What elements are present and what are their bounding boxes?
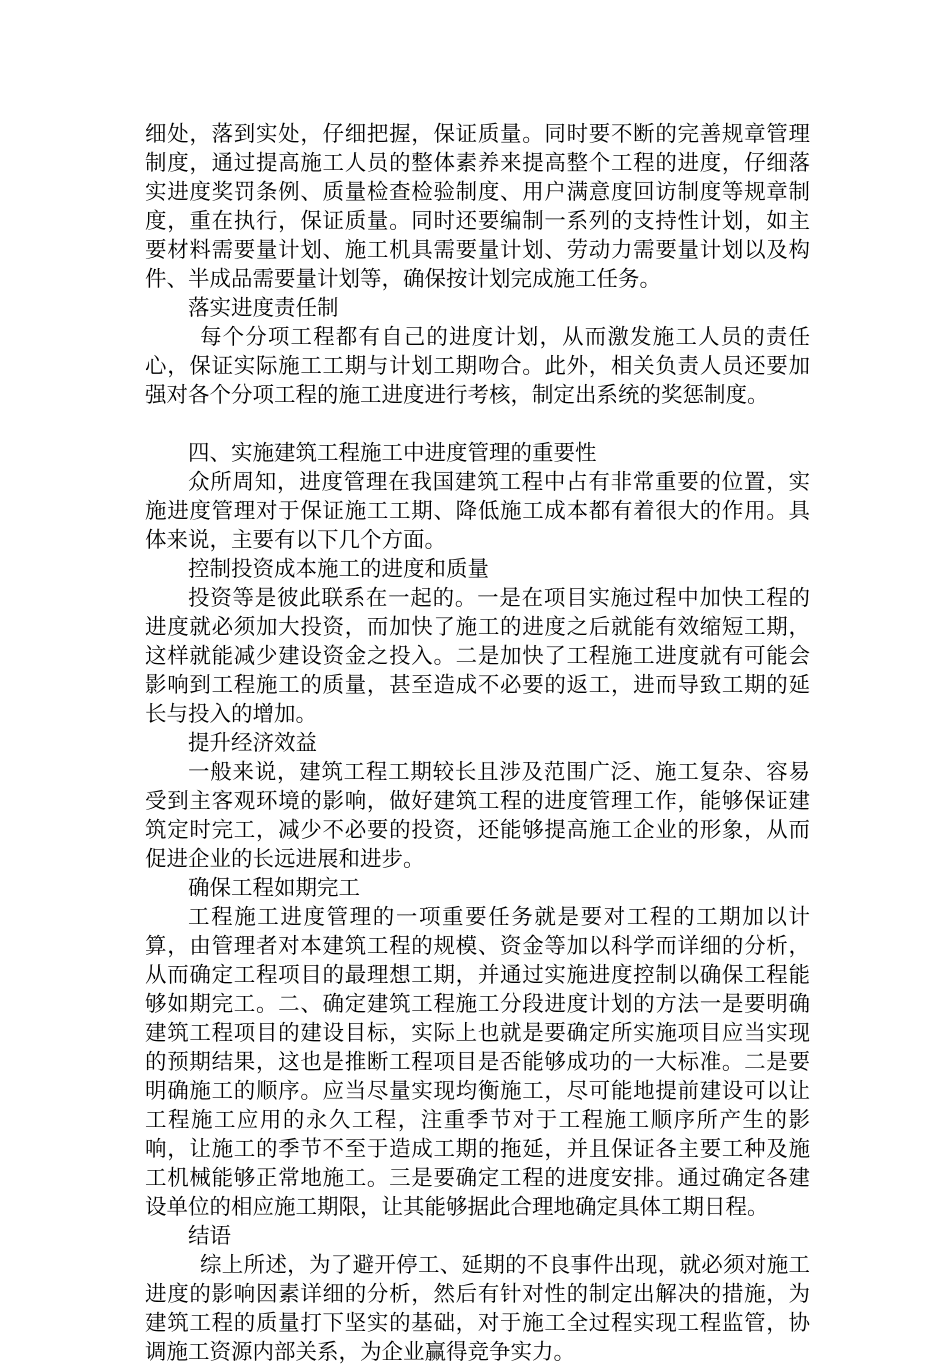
paragraph-responsibility: 每个分项工程都有自己的进度计划，从而激发施工人员的责任心，保证实际施工工期与计划工期吻合。此外，相关负责人员还要加强对各个分项工程的施工进度进行考核，制定出系统的奖惩制度。 — [145, 325, 810, 408]
section-heading-importance: 四、实施建筑工程施工中进度管理的重要性 — [188, 441, 597, 466]
paragraph-economic-benefit: 一般来说，建筑工程工期较长且涉及范围广泛、施工复杂、容易受到主客观环境的影响，做好建筑工程的进度管理工作，能够保证建筑定时完工，减少不必要的投资，还能够提高施工企业的形象，从而促进企业的长远进展和进步。 — [145, 760, 810, 872]
subheading-economic-benefit: 提升经济效益 — [188, 731, 318, 756]
subheading-investment-control: 控制投资成本施工的进度和质量 — [188, 557, 490, 582]
subheading-on-time-completion: 确保工程如期完工 — [188, 876, 361, 901]
section-heading-conclusion: 结语 — [188, 1224, 232, 1249]
paragraph-on-time-completion: 工程施工进度管理的一项重要任务就是要对工程的工期加以计算，由管理者对本建筑工程的规模、资金等加以科学而详细的分析，从而确定工程项目的最理想工期，并通过实施进度控制以确保工程能够如期完工。二、确定建筑工程施工分段进度计划的方法一是要明确建筑工程项目的建设目标，实际上也就是要确定所实施项目应当实现的预期结果，这也是推断工程项目是否能够成功的一大标准。二是要明确施工的顺序。应当尽量实现均衡施工，尽可能地提前建设可以让工程施工应用的永久工程，注重季节对于工程施工顺序所产生的影响，让施工的季节不至于造成工期的拖延，并且保证各主要工种及施工机械能够正常地施工。三是要确定工程的进度安排。通过确定各建设单位的相应施工期限，让其能够据此合理地确定具体工期日程。 — [145, 905, 810, 1220]
section-heading-responsibility: 落实进度责任制 — [188, 296, 339, 321]
document-page — [145, 120, 810, 1367]
paragraph-quality-management: 细处，落到实处，仔细把握，保证质量。同时要不断的完善规章管理制度，通过提高施工人员的整体素养来提高整个工程的进度，仔细落实进度奖罚条例、质量检查检验制度、用户满意度回访制度等规章制度，重在执行，保证质量。同时还要编制一系列的支持性计划，如主要材料需要量计划、施工机具需要量计划、劳动力需要量计划以及构件、半成品需要量计划等，确保按计划完成施工任务。 — [145, 122, 810, 292]
paragraph-conclusion: 综上所述，为了避开停工、延期的不良事件出现，就必须对施工进度的影响因素详细的分析，然后有针对性的制定出解决的措施，为建筑工程的质量打下坚实的基础，对于施工全过程实现工程监管，协调施工资源内部关系，为企业赢得竞争实力。 — [145, 1253, 810, 1365]
paragraph-investment-control: 投资等是彼此联系在一起的。一是在项目实施过程中加快工程的进度就必须加大投资，而加快了施工的进度之后就能有效缩短工期，这样就能减少建设资金之投入。二是加快了工程施工进度就有可能会影响到工程施工的质量，甚至造成不必要的返工，进而导致工期的延长与投入的增加。 — [145, 586, 810, 727]
paragraph-importance-intro: 众所周知，进度管理在我国建筑工程中占有非常重要的位置，实施进度管理对于保证施工工期、降低施工成本都有着很大的作用。具体来说，主要有以下几个方面。 — [145, 470, 810, 553]
paragraph-gap — [145, 410, 810, 439]
